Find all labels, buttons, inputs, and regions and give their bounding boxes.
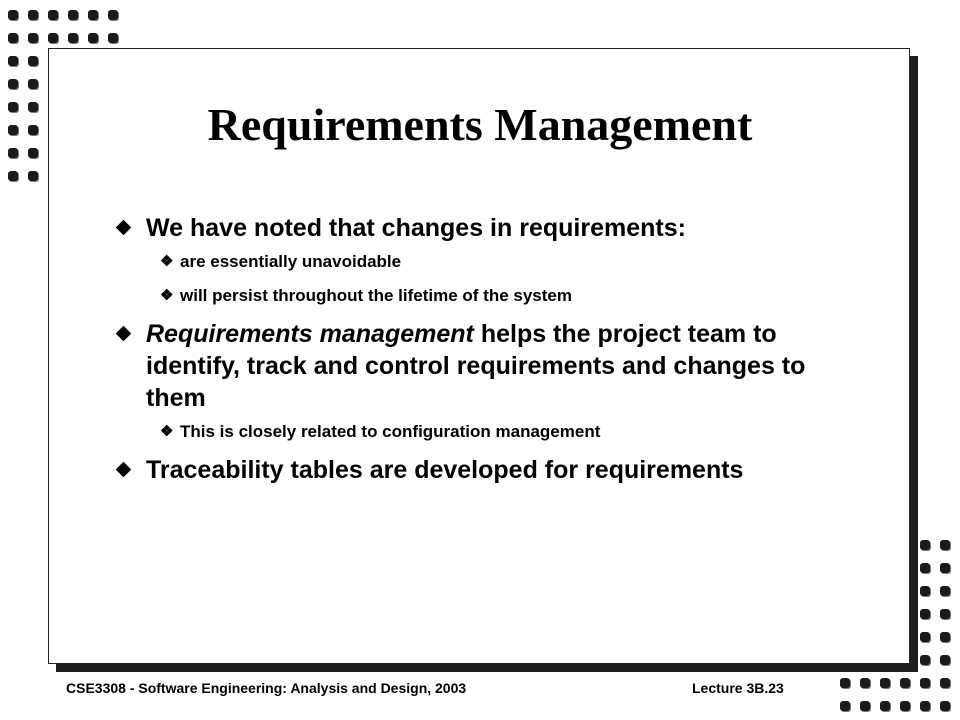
diamond-bullet-icon [116,326,132,342]
decorative-square [68,33,78,43]
four-point-star-icon: ❖ [160,287,174,304]
decorative-square [88,33,98,43]
bullet-list [118,212,858,492]
bullet-item [118,318,858,414]
decorative-square [940,586,950,596]
diamond-bullet-icon [116,220,132,236]
decorative-square [28,56,38,66]
decorative-square [28,79,38,89]
decorative-square [8,171,18,181]
decorative-square [920,678,930,688]
bullet-emphasis: Requirements management [146,320,474,348]
four-point-star-icon: ❖ [160,253,174,270]
decorative-square [108,33,118,43]
decorative-square [940,540,950,550]
decorative-square [68,10,78,20]
decorative-square [940,678,950,688]
sub-bullet-text: This is closely related to configuration management [180,422,601,441]
sub-bullet-text: are essentially unavoidable [180,252,402,271]
decorative-square [900,678,910,688]
decorative-square [940,609,950,619]
decorative-square [940,632,950,642]
decorative-square [88,10,98,20]
sub-bullet-item [132,284,858,308]
decorative-square [28,33,38,43]
decorative-square [860,678,870,688]
decorative-square [108,10,118,20]
bullet-item [118,212,858,244]
sub-bullet-item [132,250,858,274]
bullet-text: Traceability tables are developed for requirements [146,456,744,484]
decorative-square [8,33,18,43]
decorative-square [840,701,850,711]
decorative-square [8,10,18,20]
decorative-square [880,678,890,688]
decorative-square [880,701,890,711]
diamond-bullet-icon [116,462,132,478]
decorative-square [920,609,930,619]
four-point-star-icon: ❖ [160,423,174,440]
decorative-square [940,655,950,665]
decorative-square [920,540,930,550]
footer-lecture-number: Lecture 3B.23 [692,680,784,696]
footer-course: CSE3308 - Software Engineering: Analysis and Design, 2003 [66,680,467,696]
decorative-square [48,33,58,43]
decorative-square [920,632,930,642]
sub-bullet-text: will persist throughout the lifetime of the system [180,286,572,305]
bullet-text: We have noted that changes in requirements: [146,214,686,242]
slide-title: Requirements Management [207,99,753,150]
decorative-square [28,10,38,20]
bullet-item [118,454,858,486]
decorative-square [8,56,18,66]
decorative-square [940,701,950,711]
decorative-square [900,701,910,711]
decorative-square [28,171,38,181]
decorative-square [920,655,930,665]
sub-bullet-item [132,420,858,444]
decorative-square [48,10,58,20]
decorative-square [920,563,930,573]
decorative-square [920,701,930,711]
bullet-text: helps the project team to identify, track and control requirements and changes to them [146,320,806,412]
decorative-square [840,678,850,688]
decorative-square [920,586,930,596]
decorative-square [860,701,870,711]
decorative-square [8,79,18,89]
decorative-square [940,563,950,573]
